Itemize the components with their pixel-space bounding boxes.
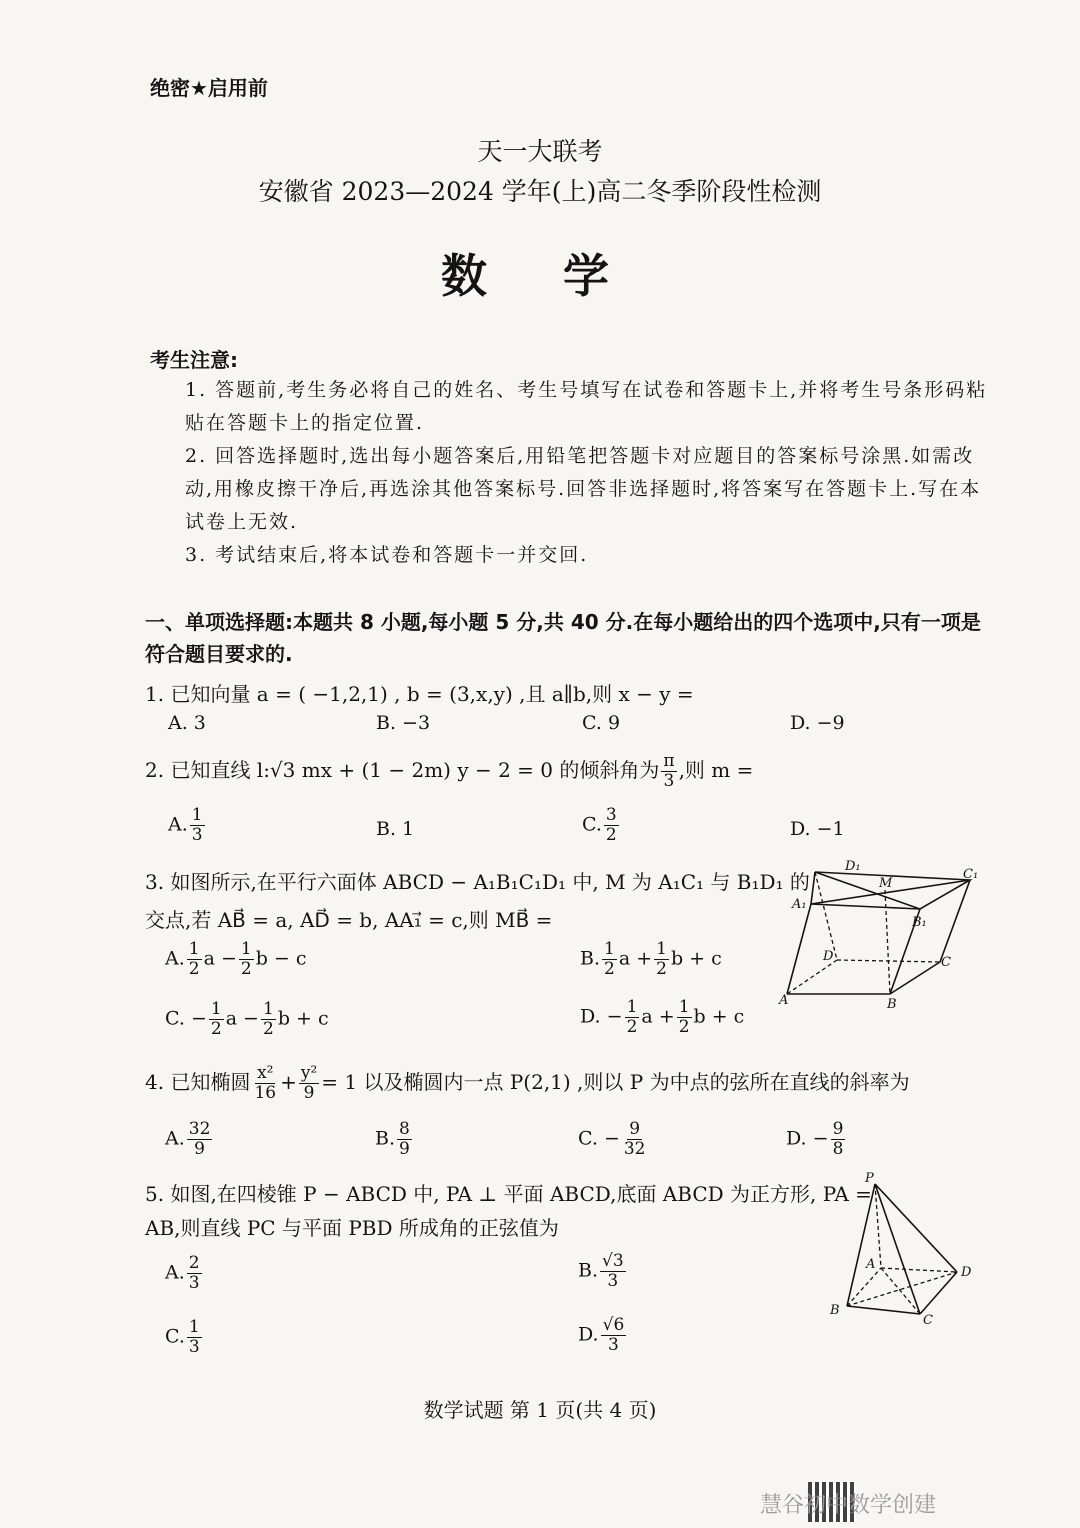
page-footer: 数学试题 第 1 页(共 4 页) [423,1398,657,1422]
q5-option-b: B. $\frac{√3}{3}$ [578,1251,624,1291]
q2-option-c: C. $\frac{3}{2}$ [582,805,617,845]
q1-option-c: C. 9 [582,712,621,734]
notice-item-3: 3. 考试结束后,将本试卷和答题卡一并交回. [185,544,589,566]
q5-option-c: C. $\frac{1}{3}$ [165,1317,200,1357]
q3-option-b: B. $\frac{1}{2}$ a + $\frac{1}{2}$ b + c [580,939,722,979]
section-heading: 一、单项选择题:本题共 8 小题,每小题 5 分,共 40 分.在每小题给出的四个选项中,只有一项是符合题目要求的. [145,610,981,666]
question-1-stem: 1. 已知向量 a = ( −1,2,1) , b = (3,x,y) ,且 a∥b,则 x − y = [145,682,694,706]
q3-option-c: C. − $\frac{1}{2}$ a − $\frac{1}{2}$ b + c [165,999,329,1039]
exam-organizer: 天一大联考 [477,137,603,166]
parallelepiped-figure [775,852,990,1012]
q2-option-a: A. $\frac{1}{3}$ [168,805,203,845]
notice-item-2: 2. 回答选择题时,选出每小题答案后,用铅笔把答题卡对应题目的答案标号涂黑.如需改动,用橡皮擦干净后,再选涂其他答案标号.回答非选择题时,将答案写在答题卡上.写在本试卷上无效. [185,445,982,533]
question-2-stem: 2. 已知直线 l:√3 mx + (1 − 2m) y − 2 = 0 的倾斜角为 $\frac{\pi}{3}$ ,则 m = [145,751,754,791]
question-3-line-1: 3. 如图所示,在平行六面体 ABCD − A₁B₁C₁D₁ 中, M 为 A₁C₁ 与 B₁D₁ 的 [145,870,810,894]
pyramid-figure [825,1168,985,1330]
pi-over-3: $\frac{\pi}{3}$ [663,751,675,791]
label-b: B [887,997,897,1012]
subject-title: 数 学 [440,249,639,303]
q3-option-a: A. $\frac{1}{2}$ a − $\frac{1}{2}$ b − c [165,939,307,979]
notice-item-1: 1. 答题前,考生务必将自己的姓名、考生号填写在试卷和答题卡上,并将考生号条形码粘贴在答题卡上的指定位置. [185,379,988,434]
label-a: A [866,1257,876,1272]
q4-option-b: B. $\frac{8}{9}$ [375,1119,410,1159]
q1-option-d: D. −9 [790,712,845,734]
label-m: M [879,876,893,891]
q2-option-b: B. 1 [376,818,415,840]
q4-option-c: C. − $\frac{9}{32}$ [578,1119,646,1159]
label-a1: A₁ [792,897,807,912]
label-c1: C₁ [963,867,979,882]
q5-option-a: A. $\frac{2}{3}$ [165,1253,200,1293]
label-b1: B₁ [912,915,927,930]
label-d: D [961,1265,972,1280]
q4-option-a: A. $\frac{32}{9}$ [165,1119,211,1159]
q2-option-d: D. −1 [790,818,845,840]
confidential-label: 绝密★启用前 [150,76,268,100]
label-c: C [941,955,951,970]
label-b: B [830,1303,840,1318]
question-3-line-2: 交点,若 AB⃗ = a, AD⃗ = b, AA₁⃗ = c,则 MB⃗ = [145,908,553,932]
q4-option-d: D. − $\frac{9}{8}$ [786,1119,844,1159]
watermark-text: 慧谷初中数学创建 [760,1493,937,1518]
q1-option-b: B. −3 [376,712,431,734]
label-d: D [823,949,834,964]
question-5-line-2: AB,则直线 PC 与平面 PBD 所成角的正弦值为 [145,1216,559,1240]
q5-option-d: D. $\frac{√6}{3}$ [578,1315,625,1355]
label-c: C [923,1313,933,1328]
question-5-line-1: 5. 如图,在四棱锥 P − ABCD 中, PA ⊥ 平面 ABCD,底面 ABCD 为正方形, PA = [145,1182,872,1206]
question-4-stem: 4. 已知椭圆 $\frac{\text{x²}}{16}$ + $\frac{\text{y²}}{9}$ = 1 以及椭圆内一点 P(2,1) ,则以 P 为中点的弦所在直线的斜率为 [145,1063,910,1103]
q1-option-a: A. 3 [168,712,206,734]
exam-title: 安徽省 2023—2024 学年(上)高二冬季阶段性检测 [258,177,822,206]
label-a: A [779,993,789,1008]
label-d1: D₁ [845,859,861,874]
label-p: P [865,1171,874,1186]
notice-heading: 考生注意: [150,348,238,372]
q3-option-d: D. − $\frac{1}{2}$ a + $\frac{1}{2}$ b + c [580,997,745,1037]
